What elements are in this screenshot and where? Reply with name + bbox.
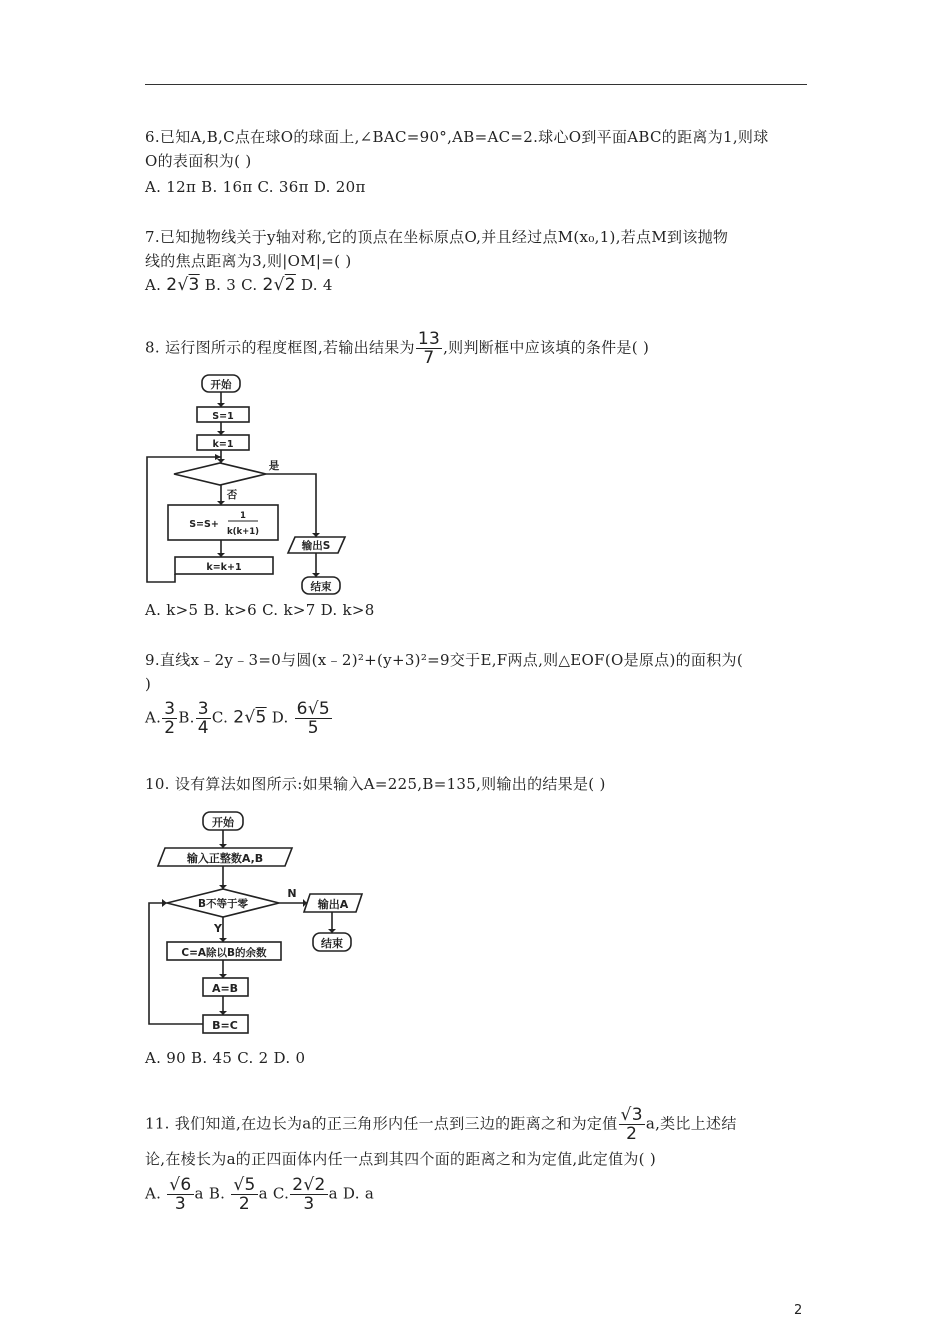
q9-text-line1: 9.直线x﹣2y﹣3=0与圆(x﹣2)²+(y+3)²=9交于E,F两点,则△EOF(O是原点)的面积为( — [145, 651, 743, 669]
q8-output-label: 输出S — [301, 540, 331, 552]
q11-c-den: 3 — [303, 1194, 315, 1214]
q9-d-den: 5 — [307, 718, 319, 738]
q9-c-value: 2√5 — [233, 707, 267, 728]
q8-stem — [145, 330, 649, 367]
q9-a-label: A. — [145, 708, 162, 727]
q8-s-init-label: S=1 — [212, 411, 234, 422]
q8-update-s-num: 1 — [240, 511, 246, 521]
q9-d-num-coef: 6 — [296, 699, 308, 719]
q9-d-value: $\frac{6√5}{5}$ — [296, 699, 331, 738]
q11-frac-den: 2 — [626, 1124, 638, 1144]
q10-step1-label: C=A除以B的余数 — [181, 947, 267, 959]
q11-b-value: $\frac{√5}{2}$ — [233, 1175, 256, 1214]
q10-step3-label: B=C — [212, 1019, 238, 1032]
q10-input-label: 输入正整数A,B — [186, 852, 264, 865]
q9-c-coef: 2 — [233, 707, 245, 728]
q11-b-label: a B. — [194, 1184, 231, 1203]
q11-frac-num-radicand: 3 — [631, 1105, 643, 1125]
q7-a-radicand: 3 — [188, 275, 200, 295]
q9-a-den: 2 — [164, 718, 176, 738]
q8-fraction — [416, 330, 442, 367]
q9-b-num: 3 — [197, 699, 209, 719]
q7-text-line1: 7.已知抛物线关于y轴对称,它的顶点在坐标原点O,并且经过点M(x₀,1),若点M到该抛物 — [145, 228, 729, 246]
q11-a-label: A. — [145, 1184, 167, 1203]
q7-option-b: B. 3 C. — [199, 276, 263, 294]
q7-option-a-label: A. — [145, 276, 167, 294]
q6-text-line1: 6.已知A,B,C点在球O的球面上,∠BAC=90°,AB=AC=2.球心O到平面ABC的距离为1,则球 — [145, 128, 769, 146]
q7-option-c-value: 2√2 — [262, 275, 296, 295]
q11-a-value: $\frac{√6}{3}$ — [169, 1175, 192, 1214]
q10-text-line1: 10. 设有算法如图所示:如果输入A=225,B=135,则输出的结果是( ) — [145, 775, 606, 793]
q9-d-label: D. — [266, 708, 294, 727]
q11-a-symbol: a — [645, 1114, 656, 1133]
q9-b-den: 4 — [197, 718, 209, 738]
q8-frac-den: 7 — [423, 348, 435, 368]
q7-option-a-value: 2√3 — [166, 275, 200, 295]
q11-a-num-radicand: 6 — [180, 1175, 192, 1195]
q8-end-label: 结束 — [310, 581, 332, 593]
q8-condition-diamond — [174, 463, 266, 485]
q11-c-num-coef: 2 — [292, 1175, 304, 1195]
page-number: 2 — [794, 1303, 803, 1318]
q11-b-num-radicand: 5 — [244, 1175, 256, 1195]
q11-prefix: 11. 我们知道,在边长为a的正三角形内任一点到三边的距离之和为定值 — [145, 1114, 618, 1133]
q9-d-num-radicand: 5 — [318, 699, 331, 719]
q11-b-den: 2 — [238, 1194, 251, 1214]
q11-text-line2: 论,在棱长为a的正四面体内任一点到其四个面的距离之和为定值,此定值为( ) — [145, 1150, 657, 1168]
q9-c-label: C. — [211, 708, 234, 727]
q8-update-s-den: k(k+1) — [226, 527, 260, 537]
q10-flowchart — [140, 808, 370, 1038]
q11-c-value: $\frac{2√2}{3}$ — [292, 1175, 326, 1214]
q11-suffix: ,类比上述结 — [655, 1114, 737, 1133]
q8-flowchart — [140, 372, 360, 600]
q8-options: A. k>5 B. k>6 C. k>7 D. k>8 — [145, 601, 375, 619]
q10-n-label: N — [287, 887, 297, 900]
q10-start-label: 开始 — [212, 816, 234, 829]
q8-update-k-label: k=k+1 — [206, 562, 242, 573]
q8-frac-num: 13 — [417, 329, 441, 349]
q8-start-label: 开始 — [210, 379, 232, 391]
q11-c-num-radicand: 2 — [314, 1175, 326, 1195]
q10-output-label: 输出A — [317, 898, 349, 911]
q11-stem-line1 — [145, 1106, 737, 1143]
q8-yes-label: 是 — [268, 460, 280, 472]
q8-update-s-prefix: S=S+ — [189, 519, 219, 530]
q9-options — [145, 700, 333, 737]
q10-options: A. 90 B. 45 C. 2 D. 0 — [145, 1049, 306, 1067]
q7-text-line2: 线的焦点距离为3,则|OM|=( ) — [145, 252, 352, 270]
q8-suffix: ,则判断框中应该填的条件是( ) — [443, 338, 650, 357]
header-rule — [145, 84, 807, 85]
q11-options — [145, 1176, 374, 1213]
q11-c-label: a C. — [258, 1184, 290, 1203]
q11-fraction: $\frac{√3}{2}$ — [620, 1105, 643, 1144]
q10-end-label: 结束 — [321, 937, 343, 950]
q8-k-init-label: k=1 — [212, 439, 234, 450]
q11-a-den: 3 — [174, 1194, 186, 1214]
q7-options — [145, 274, 333, 296]
q6-text-line2: O的表面积为( ) — [145, 152, 252, 170]
q9-a-num: 3 — [164, 699, 176, 719]
q9-c-radicand: 5 — [255, 707, 267, 728]
q8-prefix: 8. 运行图所示的程度框图,若输出结果为 — [145, 338, 415, 357]
q8-no-label: 否 — [226, 489, 238, 501]
q10-condition-label: B不等于零 — [197, 898, 249, 910]
q11-d-label: a D. a — [328, 1184, 375, 1203]
q10-y-label: Y — [214, 922, 222, 935]
q9-b-value — [196, 700, 211, 737]
q8-update-s-box — [168, 505, 278, 540]
q6-options: A. 12π B. 16π C. 36π D. 20π — [145, 178, 366, 196]
q9-text-line2: ) — [145, 675, 152, 693]
q7-option-d: D. 4 — [295, 276, 333, 294]
q9-a-value — [162, 700, 177, 737]
q10-step2-label: A=B — [211, 982, 239, 995]
q7-c-radicand: 2 — [284, 275, 296, 295]
q7-a-coef: 2 — [166, 275, 178, 295]
q9-b-label: B. — [178, 708, 195, 727]
q7-c-coef: 2 — [262, 275, 274, 295]
